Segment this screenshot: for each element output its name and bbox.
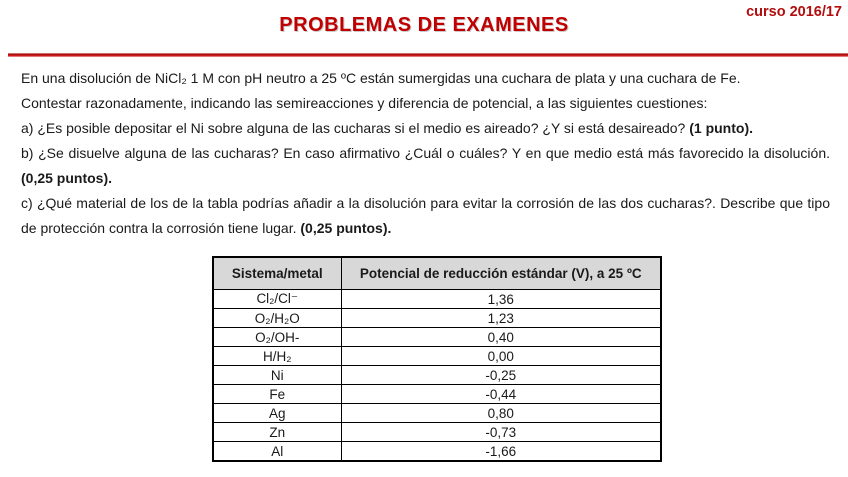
table-row xyxy=(213,347,661,366)
table-header-row xyxy=(213,257,661,290)
table-row xyxy=(213,423,661,442)
table-row xyxy=(213,309,661,328)
potential-cell: 1,36 xyxy=(341,290,661,309)
potential-cell: 0,80 xyxy=(341,404,661,423)
question-a xyxy=(21,116,830,141)
question-b xyxy=(21,141,830,191)
table-row xyxy=(213,404,661,423)
system-cell: H/H₂ xyxy=(213,347,341,366)
problem-statement xyxy=(21,66,830,241)
potential-cell: 1,23 xyxy=(341,309,661,328)
question-c xyxy=(21,191,830,241)
header-divider xyxy=(8,53,848,57)
question-c-points: (0,25 puntos). xyxy=(300,220,392,236)
system-cell: O₂/OH- xyxy=(213,328,341,347)
potential-cell: -0,73 xyxy=(341,423,661,442)
potential-cell: 0,00 xyxy=(341,347,661,366)
intro-paragraph: En una disolución de NiCl₂ 1 M con pH neutro a 25 ºC están sumergidas una cuchara de plata y una cuchara de Fe. xyxy=(21,70,741,86)
system-cell: Ag xyxy=(213,404,341,423)
system-cell: Zn xyxy=(213,423,341,442)
table-row xyxy=(213,385,661,404)
potential-table-head xyxy=(213,257,661,290)
question-c-text: c) ¿Qué material de los de la tabla podrías añadir a la disolución para evitar la corrosión de las dos cucharas?. Describe que tipo de protección contra la corrosión tiene lugar. xyxy=(21,195,830,236)
potential-cell: 0,40 xyxy=(341,328,661,347)
table-row xyxy=(213,442,661,462)
potential-table xyxy=(212,256,662,462)
question-a-text: a) ¿Es posible depositar el Ni sobre alguna de las cucharas si el medio es aireado? ¿Y si está desaireado? xyxy=(21,120,686,136)
table-header-system: Sistema/metal xyxy=(213,257,341,290)
question-b-text: b) ¿Se disuelve alguna de las cucharas? En caso afirmativo ¿Cuál o cuáles? Y en que medio está más favorecido la disolución. xyxy=(21,145,830,161)
potential-table-body xyxy=(213,290,661,462)
potential-cell: -1,66 xyxy=(341,442,661,462)
question-a-points: (1 punto). xyxy=(689,120,753,136)
system-cell: Al xyxy=(213,442,341,462)
table-row xyxy=(213,328,661,347)
system-cell: O₂/H₂O xyxy=(213,309,341,328)
page-title: PROBLEMAS DE EXAMENES xyxy=(279,14,569,36)
system-cell: Cl₂/Cl⁻ xyxy=(213,290,341,309)
table-row xyxy=(213,366,661,385)
question-b-points: (0,25 puntos). xyxy=(21,170,113,186)
course-label: curso 2016/17 xyxy=(746,4,842,20)
table-row xyxy=(213,290,661,309)
potential-cell: -0,25 xyxy=(341,366,661,385)
potential-cell: -0,44 xyxy=(341,385,661,404)
system-cell: Ni xyxy=(213,366,341,385)
system-cell: Fe xyxy=(213,385,341,404)
table-header-potential: Potencial de reducción estándar (V), a 25 ºC xyxy=(341,257,661,290)
instructions-paragraph: Contestar razonadamente, indicando las semireacciones y diferencia de potencial, a las siguientes cuestiones: xyxy=(21,95,708,111)
